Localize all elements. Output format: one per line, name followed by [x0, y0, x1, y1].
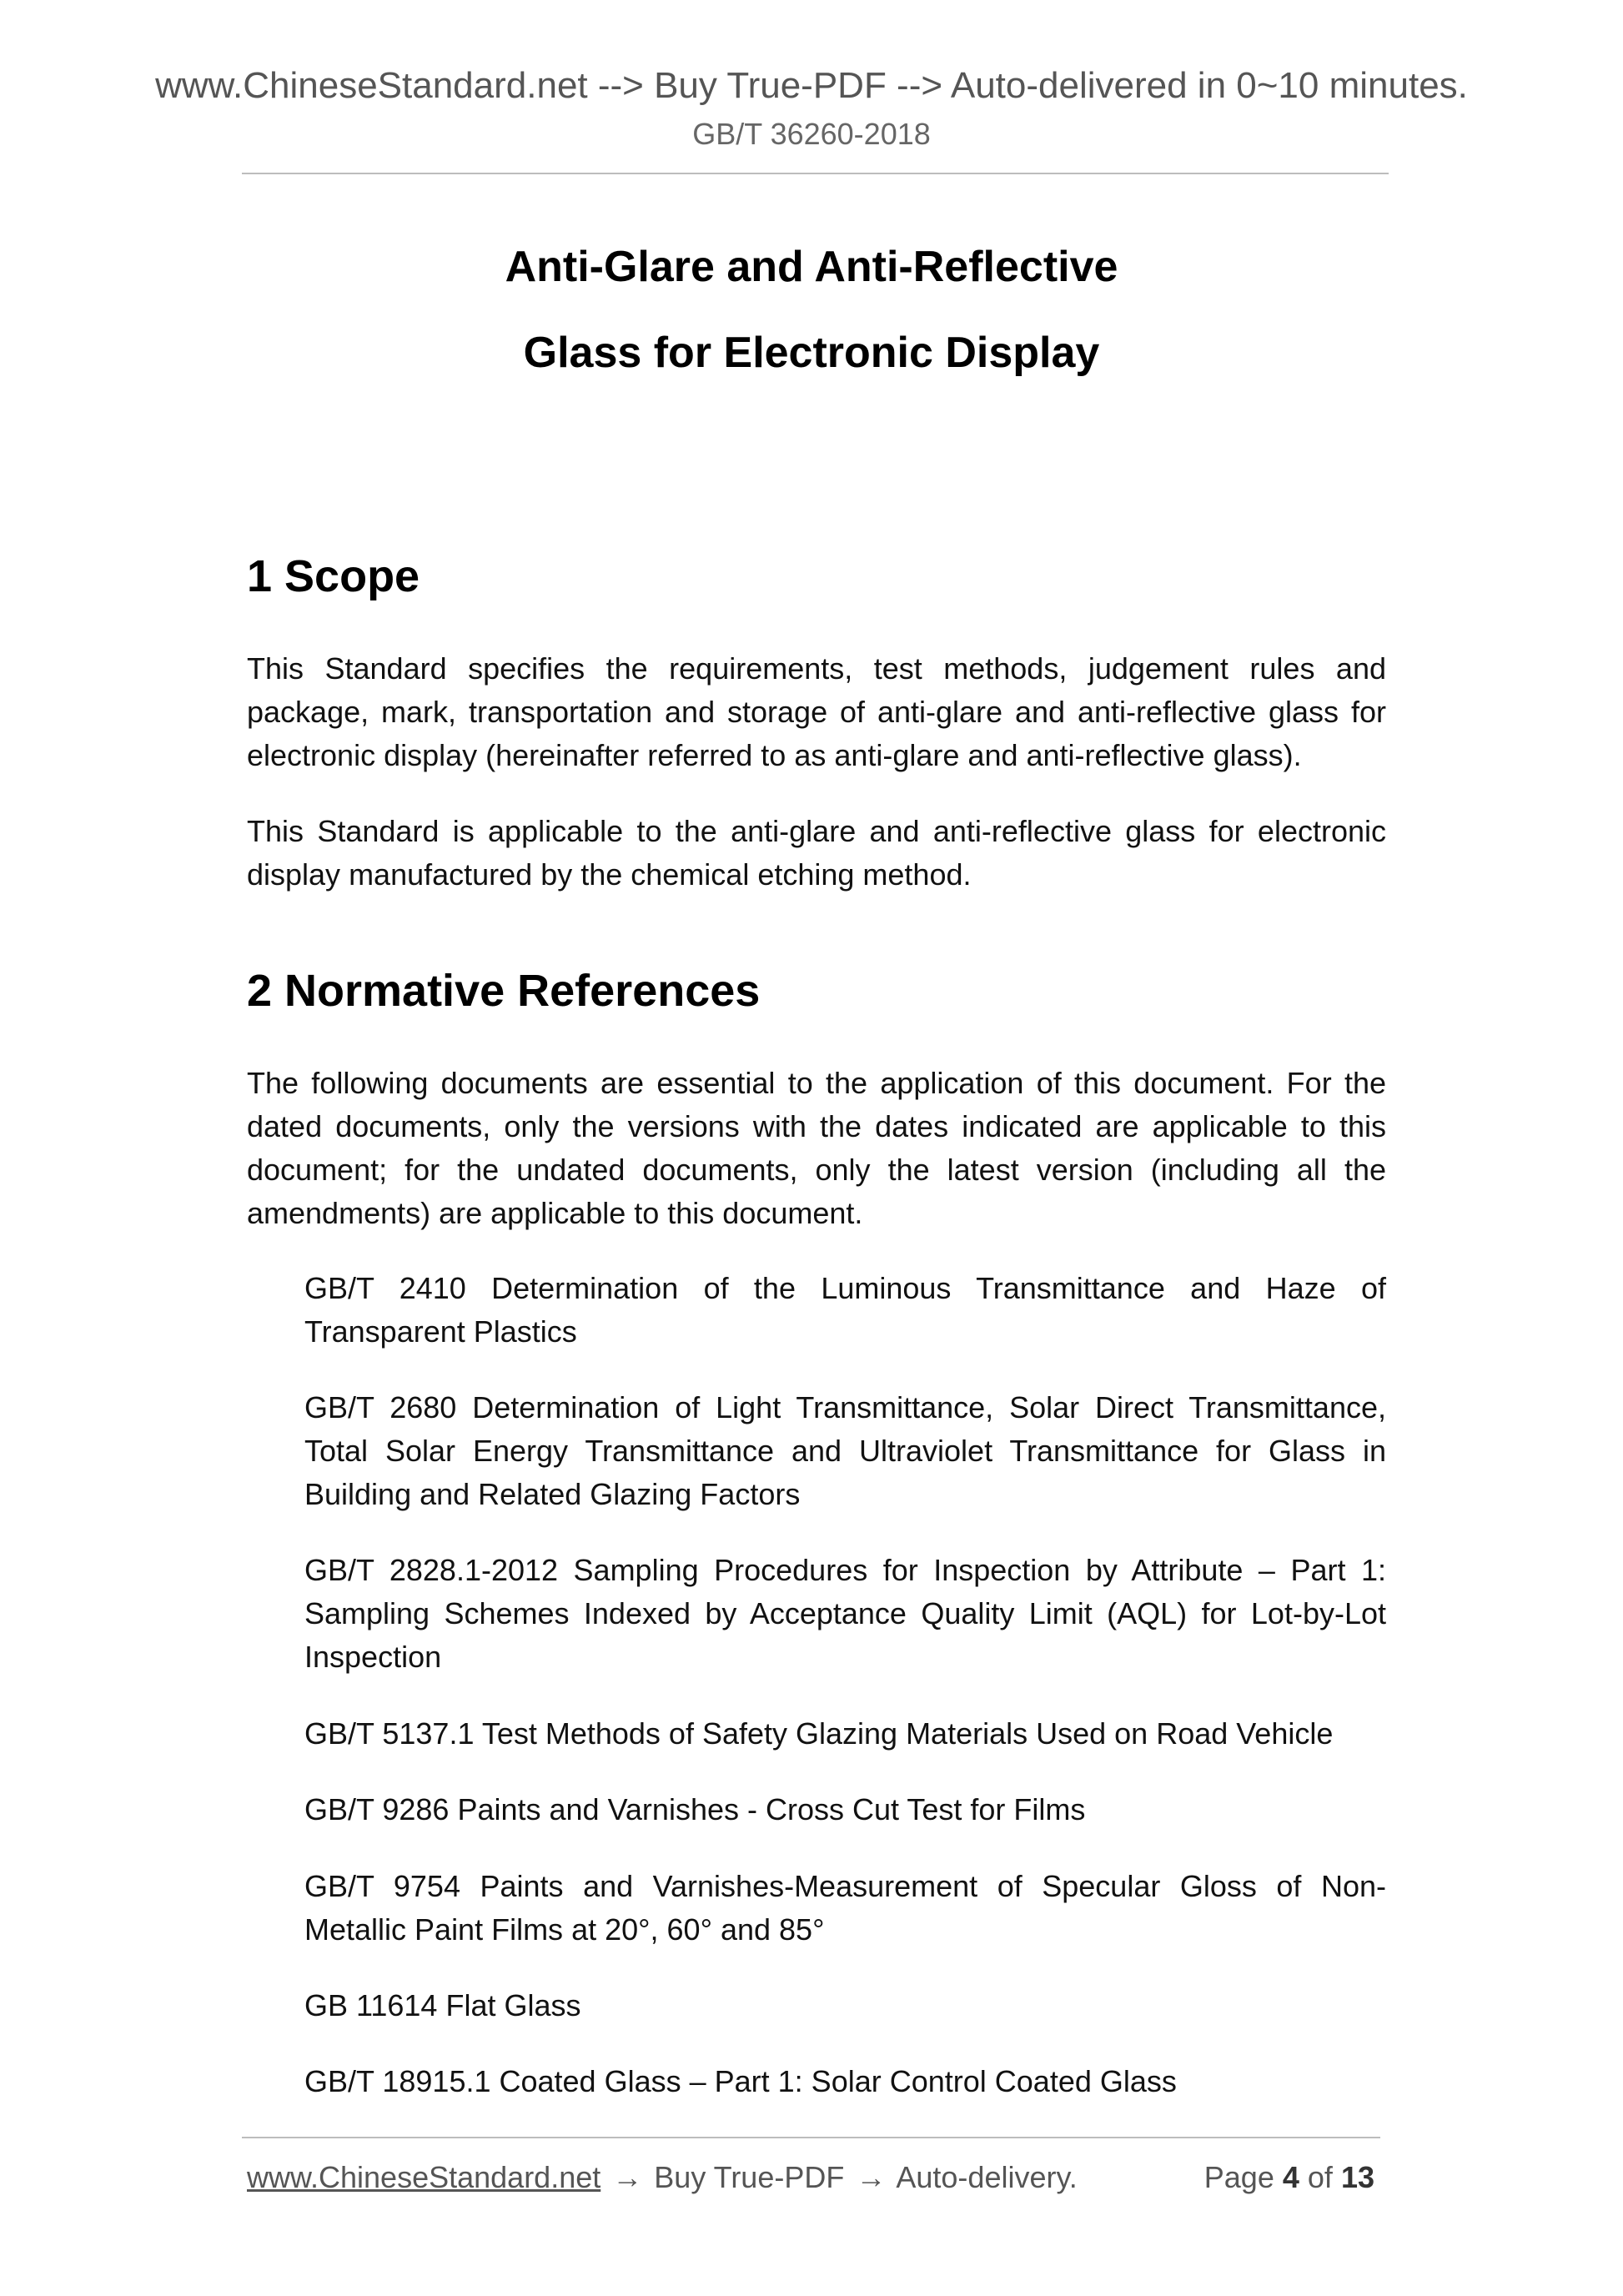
reference-item: GB/T 18915.1 Coated Glass – Part 1: Solar Control Coated Glass [304, 2064, 1177, 2098]
page-current-number: 4 [1282, 2160, 1299, 2194]
reference-item: GB/T 5137.1 Test Methods of Safety Glazing Materials Used on Road Vehicle [304, 1716, 1334, 1751]
arrow-right-icon: → [612, 2160, 643, 2194]
page-label: Page [1203, 2160, 1274, 2194]
document-title-line-1: Anti-Glare and Anti-Reflective [505, 243, 1118, 291]
reference-item: GB/T 2410 Determination of the Luminous Transmittance and Haze of Transparent Plastics [304, 1271, 1386, 1349]
reference-item: GB/T 9754 Paints and Varnishes-Measurement of Specular Gloss of Non-Metallic Paint Films at 20°, 60° and 85° [304, 1869, 1386, 1947]
footer-site-link[interactable]: www.ChineseStandard.net [247, 2160, 601, 2194]
header-banner: www.ChineseStandard.net --> Buy True-PDF --> Auto-delivered in 0~10 minutes. [155, 65, 1468, 106]
scope-paragraph: This Standard specifies the requirements, test methods, judgement rules and package, mark, transportation and storage of anti-glare and anti-reflective glass for electronic display (hereinafter referred to as anti-glare and anti-reflective glass). [247, 651, 1386, 772]
reference-item: GB/T 9286 Paints and Varnishes - Cross Cut Test for Films [304, 1792, 1086, 1826]
footer-buy-text: Buy True-PDF [654, 2160, 845, 2194]
reference-item: GB/T 2828.1-2012 Sampling Procedures for Inspection by Attribute – Part 1: Sampling Schemes Indexed by Acceptance Quality Limit (AQL) for Lot-by-Lot Inspection [304, 1553, 1386, 1674]
section-heading-normative-references: 2 Normative References [247, 966, 761, 1016]
scope-paragraph: This Standard is applicable to the anti-glare and anti-reflective glass for electronic display manufactured by the chemical etching method. [247, 814, 1386, 892]
page-of-label: of [1307, 2160, 1333, 2194]
header-divider [242, 173, 1389, 174]
footer-divider [242, 2137, 1380, 2138]
page-footer [247, 2160, 1381, 2200]
normative-intro-paragraph: The following documents are essential to the application of this document. For the dated documents, only the versions with the dates indicated are applicable to this document; for the undated documents, only the latest version (including all the amendments) are applicable to this document. [247, 1066, 1386, 1230]
reference-item: GB/T 2680 Determination of Light Transmittance, Solar Direct Transmittance, Total Solar Energy Transmittance and Ultraviolet Transmittance for Glass in Building and Related Glazing Factors [304, 1390, 1386, 1511]
reference-item: GB 11614 Flat Glass [304, 1988, 581, 2022]
header-standard-number: GB/T 36260-2018 [692, 117, 931, 151]
footer-delivery-text: Auto-delivery. [896, 2160, 1078, 2194]
section-heading-scope: 1 Scope [247, 551, 420, 601]
page-indicator [1204, 2160, 1374, 2195]
page-total-number: 13 [1340, 2160, 1374, 2194]
footer-promo [247, 2160, 1078, 2195]
arrow-right-icon: → [856, 2160, 887, 2194]
document-title-line-2: Glass for Electronic Display [523, 329, 1100, 377]
